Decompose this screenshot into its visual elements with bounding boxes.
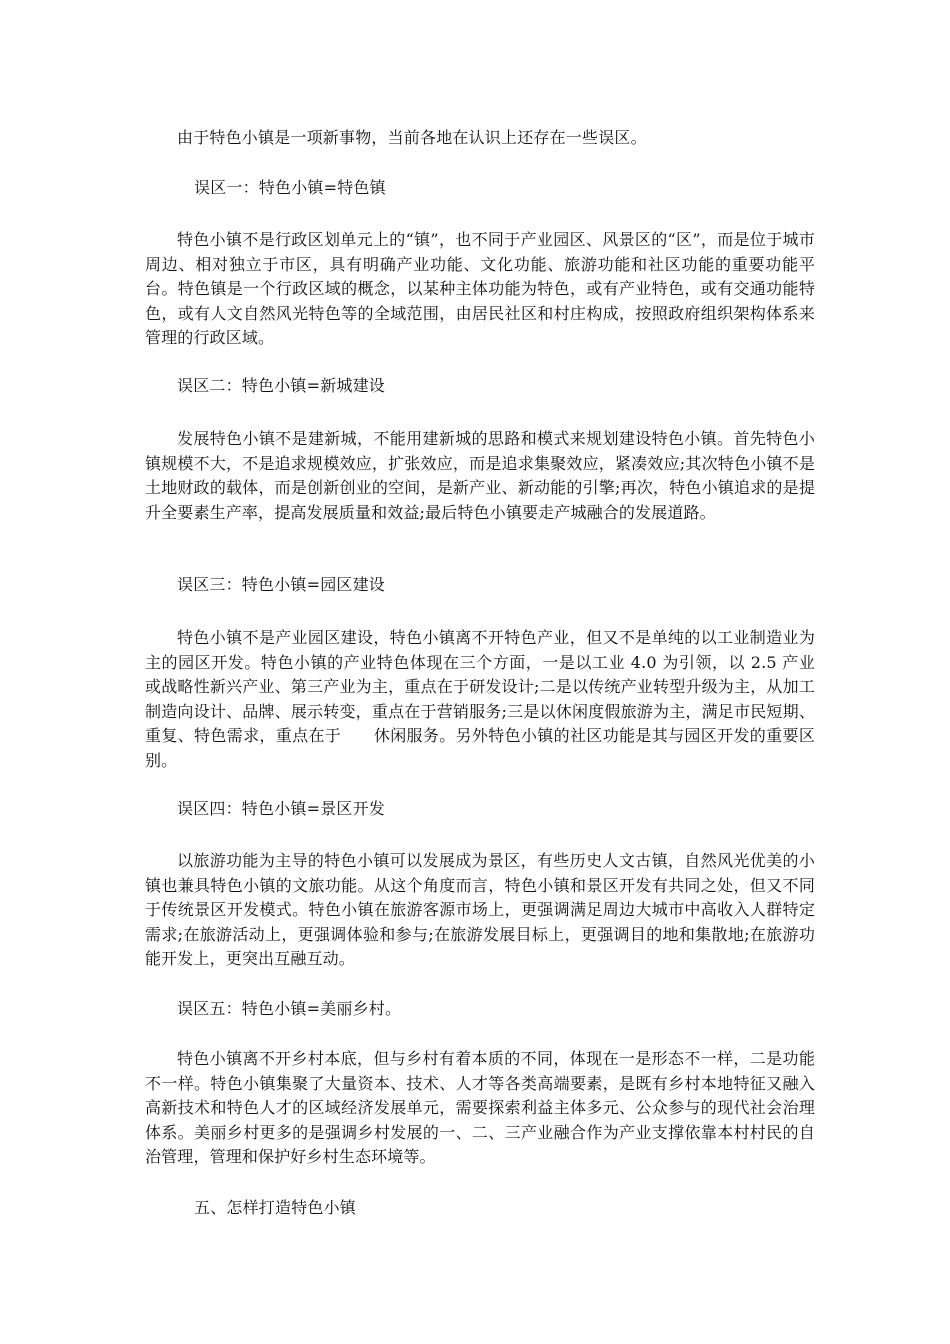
section-heading-1: 误区一：特色小镇=特色镇 bbox=[194, 178, 386, 197]
section-heading-5: 误区五：特色小镇=美丽乡村。 bbox=[177, 999, 402, 1018]
section-body-3: 特色小镇不是产业园区建设，特色小镇离不开特色产业，但又不是单纯的以工业制造业为主的园区开发。特色小镇的产业特色体现在三个方面，一是以工业 4.0 为引领，以 2.5 产业或战略性新兴产业、第三产业为主，重点在于研发设计;二是以传统产业转型升级为主，从加工制造向设计、品牌、展示转变，重点在于营销服务;三是以休闲度假旅游为主，满足市民短期、重复、特色需求，重点在于 休闲服务。另外特色小镇的社区功能是其与园区开发的重要区别。 bbox=[145, 628, 815, 770]
section-heading-4: 误区四：特色小镇=景区开发 bbox=[177, 799, 386, 818]
section-heading-2: 误区二：特色小镇=新城建设 bbox=[177, 376, 386, 395]
section-body-4: 以旅游功能为主导的特色小镇可以发展成为景区，有些历史人文古镇，自然风光优美的小镇也兼具特色小镇的文旅功能。从这个角度而言，特色小镇和景区开发有共同之处，但又不同于传统景区开发模式。特色小镇在旅游客源市场上，更强调满足周边大城市中高收入人群特定需求;在旅游活动上，更强调体验和参与;在旅游发展目标上，更强调目的地和集散地;在旅游功能开发上，更突出互融互动。 bbox=[145, 851, 815, 968]
section-body-1: 特色小镇不是行政区划单元上的“镇”，也不同于产业园区、风景区的“区”，而是位于城市周边、相对独立于市区，具有明确产业功能、文化功能、旅游功能和社区功能的重要功能平台。特色镇是一个行政区域的概念，以某种主体功能为特色，或有产业特色，或有交通功能特色，或有人文自然风光特色等的全域范围，由居民社区和村庄构成，按照政府组织架构体系来管理的行政区域。 bbox=[145, 230, 815, 347]
section-body-5: 特色小镇离不开乡村本底，但与乡村有着本质的不同，体现在一是形态不一样，二是功能不一样。特色小镇集聚了大量资本、技术、人才等各类高端要素，是既有乡村本地特征又融入高新技术和特色人才的区域经济发展单元，需要探索利益主体多元、公众参与的现代社会治理体系。美丽乡村更多的是强调乡村发展的一、二、三产业融合作为产业支撑依靠本村村民的自治管理，管理和保护好乡村生态环境等。 bbox=[145, 1049, 815, 1166]
final-heading: 五、怎样打造特色小镇 bbox=[194, 1198, 357, 1217]
section-heading-3: 误区三：特色小镇=园区建设 bbox=[177, 575, 386, 594]
section-body-2: 发展特色小镇不是建新城，不能用建新城的思路和模式来规划建设特色小镇。首先特色小镇规模不大，不是追求规模效应，扩张效应，而是追求集聚效应，紧凑效应;其次特色小镇不是土地财政的载体，而是创新创业的空间，是新产业、新动能的引擎;再次，特色小镇追求的是提升全要素生产率，提高发展质量和效益;最后特色小镇要走产城融合的发展道路。 bbox=[145, 429, 815, 522]
intro-text: 由于特色小镇是一项新事物，当前各地在认识上还存在一些误区。 bbox=[177, 128, 647, 147]
